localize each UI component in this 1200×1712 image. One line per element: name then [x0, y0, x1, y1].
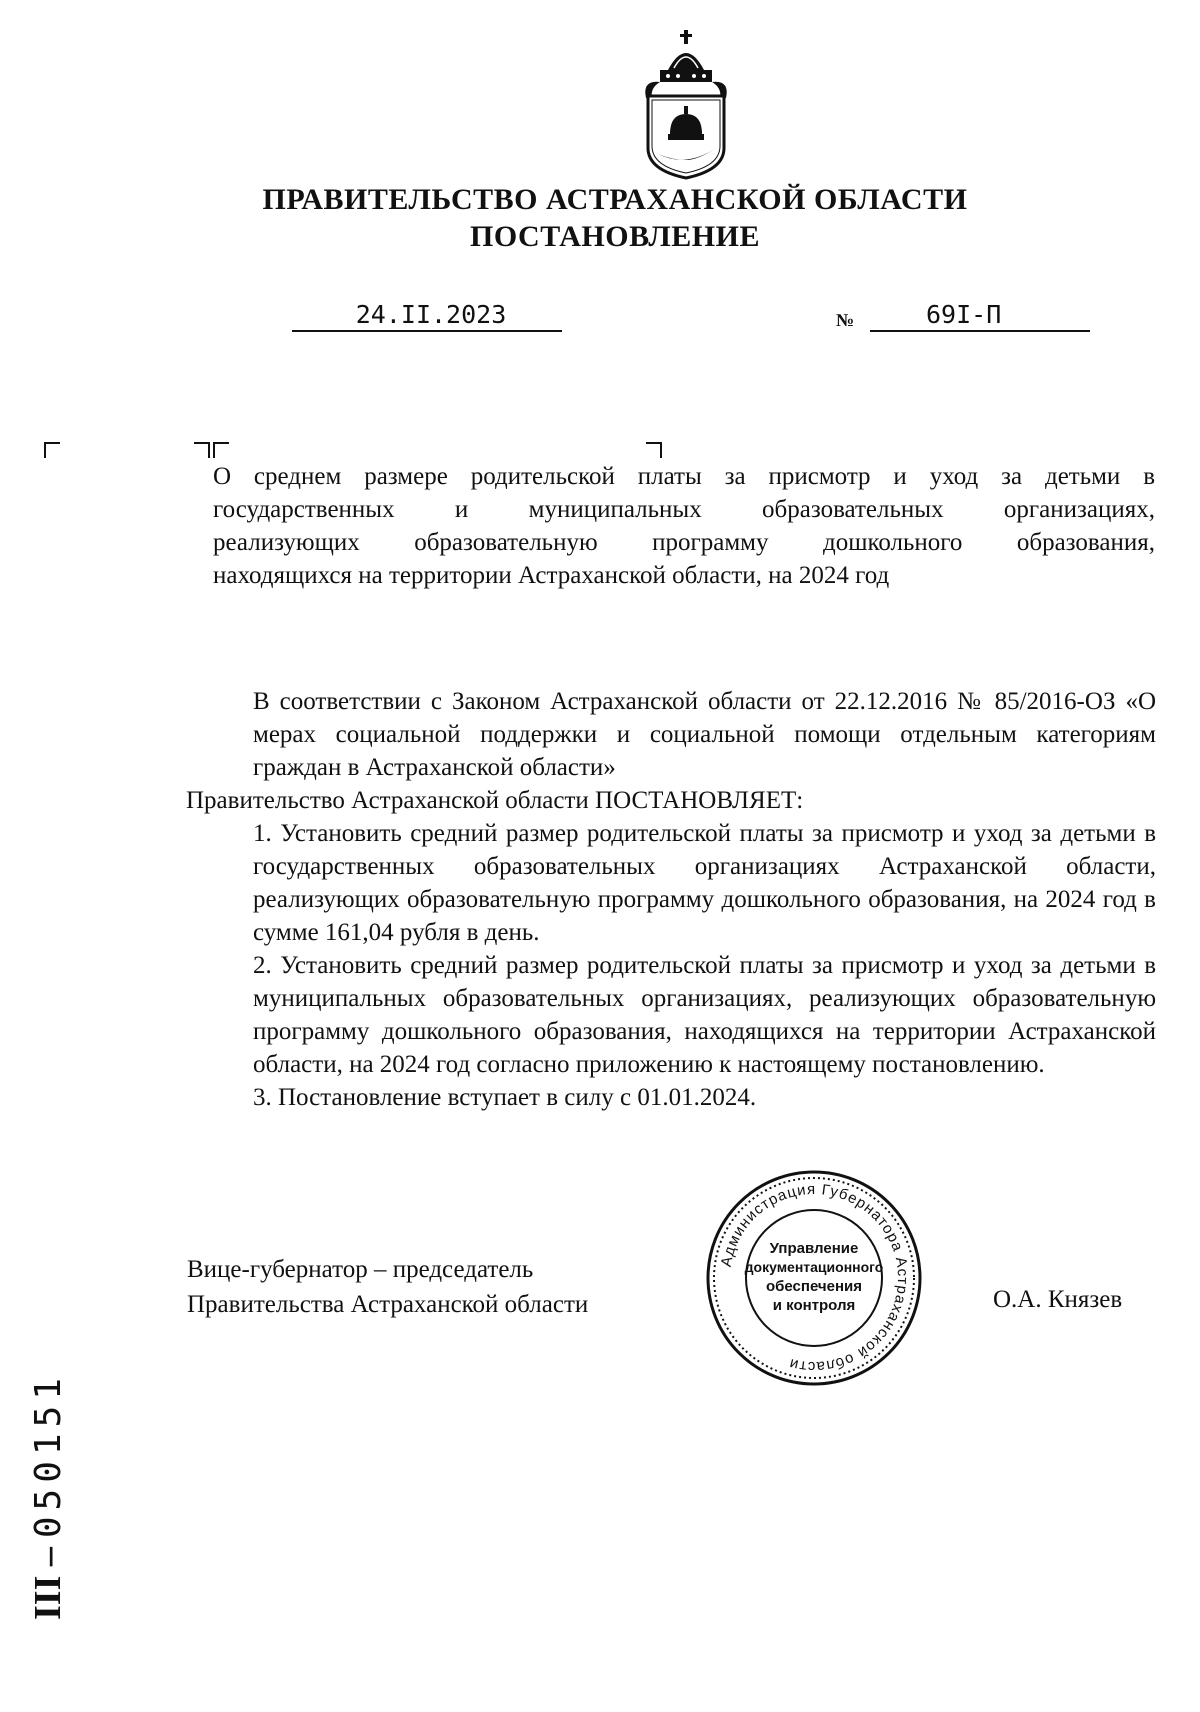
seal-ring-text: Администрация Губернатора Астраханской области	[717, 1180, 912, 1376]
document-date: 24.II.2023	[292, 300, 562, 332]
corner-mark-subject-start-right	[194, 442, 210, 458]
number-sign: №	[836, 310, 855, 330]
resolves-line: Правительство Астраханской области ПОСТАНОВЛЯЕТ:	[186, 787, 804, 814]
signatory-position-line: Вице-губернатор – председатель	[187, 1256, 534, 1283]
corner-mark-left	[44, 442, 60, 458]
seal-center-text: и контроля	[772, 1297, 856, 1314]
document-number: 69I-П	[870, 300, 1090, 332]
signatory-position	[187, 1252, 588, 1322]
subject-line: О среднем размере родительской платы за присмотр и уход за детьми в	[213, 463, 1155, 490]
serial-prefix: ІІІ –	[27, 1547, 69, 1620]
signatory-name: О.А. Князев	[993, 1286, 1123, 1313]
seal-center-text: обеспечения	[765, 1278, 863, 1295]
item-paragraph-3: 3. Постановление вступает в силу с 01.01.2024.	[253, 1084, 757, 1111]
document-body	[186, 685, 1156, 1114]
official-seal-stamp	[704, 1168, 924, 1388]
form-serial-number	[24, 1260, 72, 1620]
seal-center-text: документационного	[744, 1259, 884, 1275]
organization-title: ПРАВИТЕЛЬСТВО АСТРАХАНСКОЙ ОБЛАСТИ	[262, 183, 968, 216]
corner-mark-subject-start-left	[213, 442, 229, 458]
serial-digits: 050151	[28, 1372, 69, 1539]
preamble-paragraph: В соответствии с Законом Астраханской области от 22.12.2016 № 85/2016-ОЗ «О мерах социальной поддержки и социальной помощи отдельным категориям граждан в Астраханской области»	[253, 688, 1156, 781]
item-paragraph-1: 1. Установить средний размер родительской платы за присмотр и уход за детьми в государственных образовательных организациях Астраханской области, реализующих образовательную программу дошкольного образования, на 2024 год в сумме 161,04 рубля в день.	[253, 820, 1156, 946]
document-type-title: ПОСТАНОВЛЕНИЕ	[470, 220, 760, 253]
item-paragraph-2: 2. Установить средний размер родительской платы за присмотр и уход за детьми в муниципальных образовательных организациях, реализующих образовательную программу дошкольного образования, находящихся на территории Астраханской области, на 2024 год согласно приложению к настоящему постановлению.	[253, 952, 1156, 1078]
subject-line: реализующих образовательную программу дошкольного образования,	[213, 529, 1155, 556]
signatory-position-line: Правительства Астраханской области	[187, 1291, 589, 1318]
coat-of-arms-emblem	[638, 30, 734, 180]
subject-line: находящихся на территории Астраханской области, на 2024 год	[213, 562, 890, 589]
corner-mark-subject-end	[646, 442, 662, 458]
document-subject	[213, 460, 1155, 592]
subject-line: государственных и муниципальных образовательных организациях,	[213, 496, 1155, 523]
seal-center-text: Управление	[769, 1240, 859, 1257]
